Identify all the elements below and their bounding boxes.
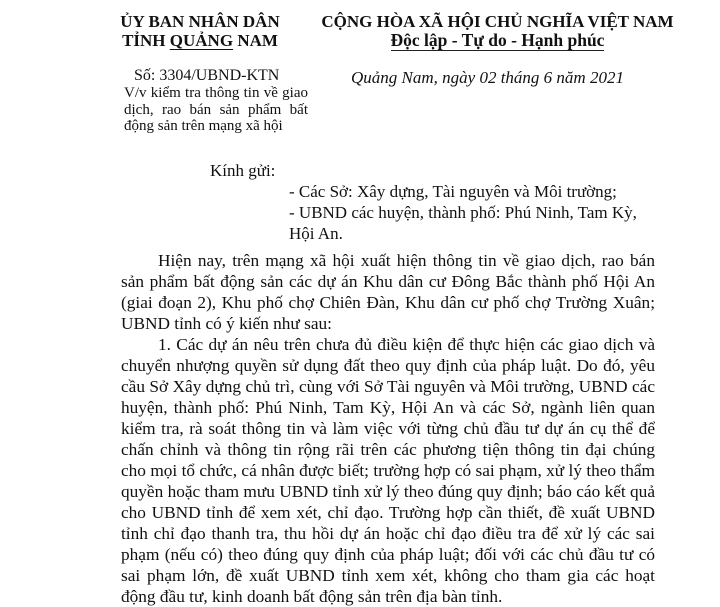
issuing-agency: [100, 12, 300, 50]
national-heading: [300, 12, 695, 51]
body-paragraph-intro: Hiện nay, trên mạng xã hội xuất hiện thông tin về giao dịch, rao bán sản phẩm bất động sản các dự án Khu dân cư Đông Bắc thành phố Hội An (giai đoạn 2), Khu phố chợ Chiên Đàn, Khu dân cư phố chợ Trường Xuân; UBND tỉnh có ý kiến như sau:: [121, 251, 655, 333]
agency-line-1: ỦY BAN NHÂN DÂN: [120, 12, 280, 31]
place-and-date: Quảng Nam, ngày 02 tháng 6 năm 2021: [351, 68, 624, 87]
recipient-item: - UBND các huyện, thành phố: Phú Ninh, Tam Kỳ,: [289, 203, 637, 222]
recipient-list: [289, 181, 669, 244]
recipient-item: Hội An.: [289, 224, 343, 243]
agency-line-2-suffix: NAM: [233, 31, 278, 50]
recipient-item: - Các Sở: Xây dựng, Tài nguyên và Môi trường;: [289, 182, 617, 201]
document-body: [121, 250, 655, 607]
document-subject: V/v kiểm tra thông tin về giao dịch, rao bán sản phẩm bất động sản trên mạng xã hội: [124, 85, 308, 134]
agency-line-2-underlined: QUẢNG: [169, 31, 234, 50]
document-number: Số: 3304/UBND-KTN: [134, 67, 280, 84]
salutation: Kính gửi:: [210, 161, 276, 180]
body-paragraph-1: 1. Các dự án nêu trên chưa đủ điều kiện để thực hiện các giao dịch và chuyển nhượng quyền sử dụng đất theo quy định của pháp luật. Do đó, yêu cầu Sở Xây dựng chủ trì, cùng với Sở Tài nguyên và Môi trường, UBND các huyện, thành phố: Phú Ninh, Tam Kỳ, Hội An và các Sở, ngành liên quan kiểm tra, rà soát thông tin và làm việc với từng chủ đầu tư dự án cụ thể để chấn chỉnh và thông tin rộng rãi trên các phương tiện thông tin đại chúng cho mọi tổ chức, cá nhân được biết; trường hợp có sai phạm, xử lý theo thẩm quyền hoặc tham mưu UBND tỉnh xử lý theo đúng quy định; báo cáo kết quả cho UBND tỉnh để xem xét, chỉ đạo. Trường hợp cần thiết, đề xuất UBND tỉnh chỉ đạo thanh tra, thu hồi dự án hoặc chỉ đạo điều tra để xử lý các sai phạm (nếu có) theo đúng quy định của pháp luật; đối với các chủ đầu tư có sai phạm lớn, đề xuất UBND tỉnh xem xét, không cho tham gia các hoạt động đầu tư, kinh doanh bất động sản trên địa bàn tỉnh.: [121, 335, 655, 606]
agency-line-2: [100, 31, 300, 50]
agency-line-2-prefix: TỈNH: [122, 31, 170, 50]
national-motto: Độc lập - Tự do - Hạnh phúc: [390, 30, 605, 50]
nation-name: CỘNG HÒA XÃ HỘI CHỦ NGHĨA VIỆT NAM: [321, 12, 674, 31]
